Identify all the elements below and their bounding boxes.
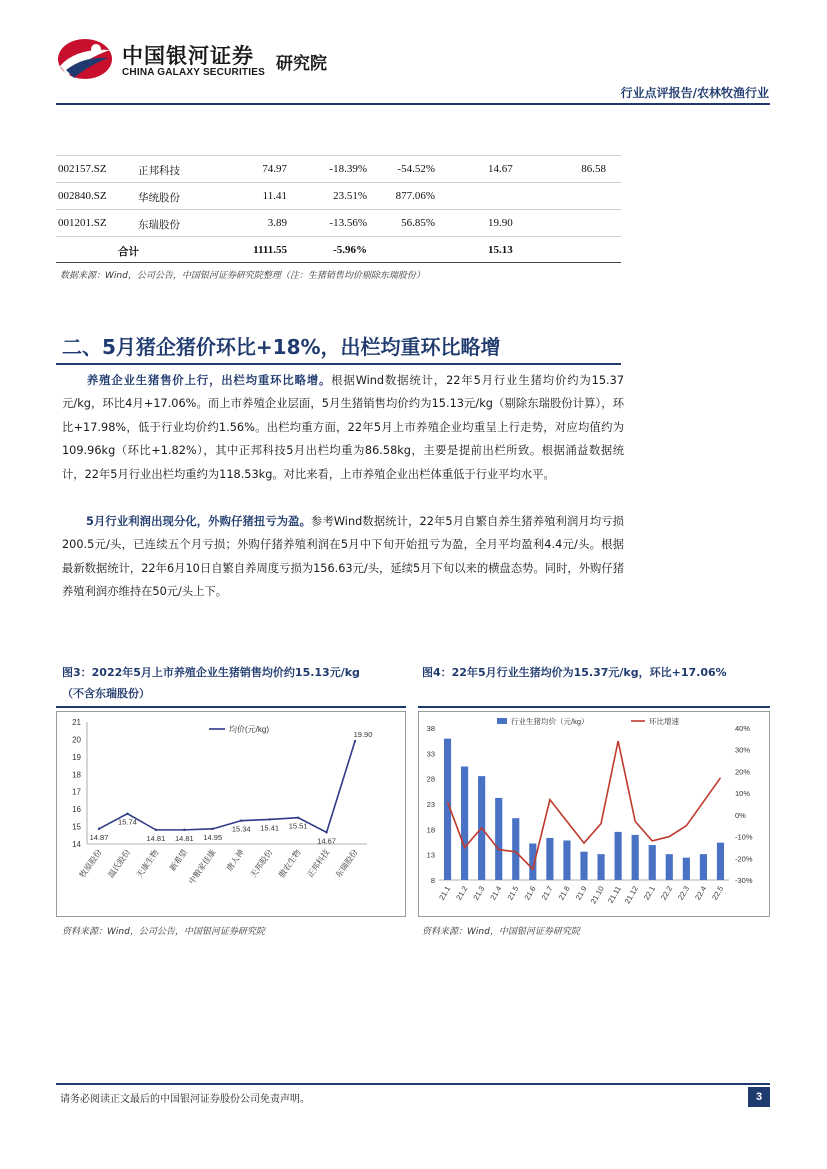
data-label: 15.34	[231, 824, 251, 834]
data-point	[354, 740, 356, 742]
data-label: 14.87	[89, 832, 109, 842]
x-tick-label: 牧原股份	[77, 847, 104, 880]
brand-name-en: CHINA GALAXY SECURITIES	[122, 67, 265, 78]
x-tick-label: 天邦股份	[248, 847, 275, 880]
y-left-tick-label: 18	[426, 825, 435, 835]
data-point	[325, 831, 327, 833]
fig3-title: 图3：2022年5月上市养殖企业生猪销售均价约15.13元/kg （不含东瑞股份）	[62, 666, 360, 700]
data-label: 14.81	[146, 833, 166, 843]
y-right-tick-label: -30%	[735, 876, 753, 885]
y-tick-label: 16	[72, 805, 81, 815]
y-left-tick-label: 8	[430, 876, 435, 885]
price-bar	[632, 835, 639, 880]
x-tick-label: 21.8	[556, 884, 572, 902]
y-tick-label: 14	[72, 840, 81, 849]
x-tick-label: 21.11	[605, 884, 623, 905]
price-bar	[597, 854, 604, 880]
y-right-tick-label: 10%	[735, 789, 751, 799]
x-tick-label: 21.9	[573, 884, 589, 902]
x-tick-label: 唐人神	[224, 847, 246, 873]
x-tick-label: 21.7	[539, 884, 555, 902]
fig3-source: 资料来源：Wind，公司公告，中国银河证券研究院	[62, 927, 265, 937]
price-bar	[563, 840, 570, 880]
table-row: 001201.SZ 东瑞股份 3.89 -13.56% 56.85% 19.90	[56, 209, 621, 236]
x-tick-label: 21.6	[522, 884, 538, 902]
x-tick-label: 21.2	[454, 884, 470, 902]
x-tick-label: 21.3	[471, 884, 487, 902]
data-point	[297, 816, 299, 818]
data-point	[268, 818, 270, 820]
fig3-divider	[56, 706, 406, 708]
table-source: 数据来源：Wind，公司公告，中国银河证券研究院整理（注：生猪销售均价剔除东瑞股份）	[60, 271, 425, 281]
legend-label: 均价(元/kg)	[229, 725, 269, 734]
y-tick-label: 18	[72, 770, 81, 780]
data-label: 19.90	[353, 730, 373, 740]
price-bar	[683, 858, 690, 880]
report-type: 行业点评报告/农林牧渔行业	[620, 86, 769, 100]
data-label: 15.41	[260, 823, 280, 833]
fig3-chart-box	[56, 711, 406, 917]
fig4-divider	[418, 706, 770, 708]
data-label: 14.95	[203, 832, 223, 842]
y-left-tick-label: 13	[426, 850, 435, 860]
y-left-tick-label: 28	[426, 774, 435, 784]
y-tick-label: 19	[72, 752, 81, 762]
y-left-tick-label: 38	[426, 724, 435, 733]
footer-disclaimer: 请务必阅读正文最后的中国银河证券股份公司免责声明。	[60, 1094, 310, 1105]
legend-label: 环比增速	[649, 717, 679, 726]
x-tick-label: 21.4	[488, 884, 504, 902]
section-divider	[56, 363, 621, 365]
data-label: 15.51	[288, 821, 308, 831]
x-tick-label: 新希望	[167, 847, 189, 873]
paragraph-2	[62, 510, 624, 604]
brand-institute: 研究院	[276, 54, 327, 74]
y-tick-label: 15	[72, 822, 81, 832]
x-tick-label: 22.2	[658, 884, 675, 902]
x-tick-label: 22.5	[710, 884, 726, 902]
paragraph-1	[62, 369, 624, 486]
y-tick-label: 20	[72, 735, 81, 745]
fig4-combo-chart	[419, 712, 769, 916]
section-title: 二、5月猪企猪价环比+18%，出栏均重环比略增	[62, 335, 501, 359]
table-row: 002840.SZ 华统股份 11.41 23.51% 877.06%	[56, 182, 621, 209]
data-point	[155, 829, 157, 831]
x-tick-label: 傲农生物	[277, 847, 303, 880]
y-right-tick-label: -10%	[735, 832, 753, 842]
paragraph-body: 根据Wind数据统计，22年5月行业生猪均价约为15.37元/kg，环比4月+17.06%。而上市养殖企业层面，5月生猪销售均价约为15.13元/kg（剔除东瑞股份计算），环比+17.98%，低于行业均价约1.56%。出栏均重方面，22年5月上市养殖企业均重呈上行走势，对应均值约为109.96kg（环比+1.82%），其中正邦科技5月出栏均重为86.58kg，主要是提前出栏所致。根据涌益数据统计，22年5月行业出栏均重约为118.53kg。对比来看，上市养殖企业出栏体重低于行业平均水平。	[62, 374, 625, 481]
x-tick-label: 正邦科技	[305, 847, 332, 880]
price-bar	[666, 854, 673, 880]
y-right-tick-label: 20%	[735, 767, 751, 777]
price-bar	[495, 798, 502, 880]
company-price-table	[56, 155, 621, 263]
x-tick-label: 21.1	[437, 884, 453, 902]
y-left-tick-label: 33	[426, 749, 435, 759]
paragraph-lead: 养殖企业生猪售价上行，出栏均重环比略增。	[86, 374, 332, 387]
x-tick-label: 22.3	[675, 884, 692, 902]
y-right-tick-label: -20%	[735, 854, 753, 864]
x-tick-label: 东瑞股份	[333, 847, 360, 880]
x-tick-label: 21.5	[505, 884, 521, 902]
table-row: 002157.SZ 正邦科技 74.97 -18.39% -54.52% 14.67 86.58	[56, 155, 621, 182]
x-tick-label: 21.12	[622, 884, 640, 906]
data-label: 14.67	[317, 836, 336, 846]
x-tick-label: 21.10	[588, 884, 606, 906]
data-point	[240, 819, 242, 821]
price-bar	[546, 838, 553, 880]
y-left-tick-label: 23	[426, 800, 435, 809]
brand-name-cn: 中国银河证券	[122, 44, 254, 68]
price-bar	[461, 767, 468, 880]
paragraph-lead: 5月行业利润出现分化，外购仔猪扭亏为盈。	[86, 515, 312, 528]
x-tick-label: 温氏股份	[106, 847, 133, 880]
data-label: 15.74	[118, 817, 137, 827]
price-series-line	[99, 741, 355, 832]
y-tick-label: 17	[72, 787, 81, 797]
fig4-source: 资料来源：Wind，中国银河证券研究院	[422, 927, 580, 937]
page-number: 3	[748, 1087, 770, 1107]
price-bar	[717, 843, 724, 880]
price-bar	[700, 854, 707, 880]
y-right-tick-label: 0%	[735, 810, 746, 820]
fig4-title: 图4：22年5月行业生猪均价为15.37元/kg，环比+17.06%	[422, 666, 727, 679]
y-right-tick-label: 40%	[735, 724, 751, 733]
data-label: 14.81	[174, 833, 194, 843]
price-bar	[615, 832, 622, 880]
mom-growth-line	[448, 741, 721, 869]
paragraph-body: 参考Wind数据统计，22年5月自繁自养生猪养殖利润月均亏损200.5元/头，已连续五个月亏损；外购仔猪养殖利润在5月中下旬开始扭亏为盈，全月平均盈利4.4元/头。根据最新数据统计，22年6月10日自繁自养周度亏损为156.63元/头，延续5月下旬以来的横盘态势。同时，外购仔猪养殖利润亦维持在50元/头上下。	[62, 515, 624, 599]
y-right-tick-label: 30%	[735, 745, 751, 755]
fig3-line-chart	[57, 712, 405, 916]
galaxy-logo-icon	[56, 36, 114, 82]
footer-divider	[56, 1083, 770, 1085]
data-point	[98, 828, 100, 830]
x-tick-label: 中粮家佳康	[187, 847, 218, 886]
table-total-row: 合计 1111.55 -5.96% 15.13	[56, 236, 621, 263]
data-point	[212, 828, 214, 830]
x-tick-label: 天康生物	[134, 847, 161, 880]
legend-swatch	[497, 718, 507, 724]
data-point	[126, 812, 128, 814]
header-divider	[56, 103, 770, 105]
price-bar	[512, 818, 519, 880]
price-bar	[580, 852, 587, 880]
x-tick-label: 22.1	[641, 884, 657, 902]
y-tick-label: 21	[72, 718, 81, 727]
price-bar	[649, 845, 656, 880]
fig4-chart-box	[418, 711, 770, 917]
data-point	[183, 829, 185, 831]
x-tick-label: 22.4	[693, 884, 709, 902]
legend-label: 行业生猪均价（元/kg）	[511, 717, 589, 726]
